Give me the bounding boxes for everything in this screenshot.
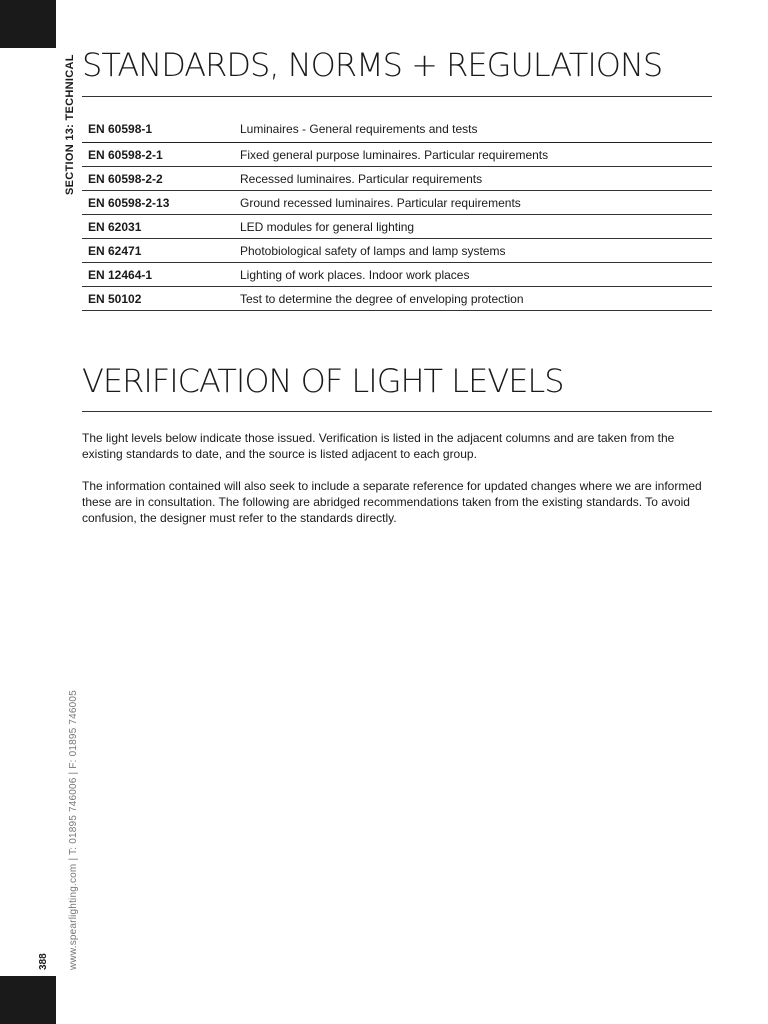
standards-table — [82, 116, 712, 311]
table-row — [82, 239, 712, 263]
standard-description: Fixed general purpose luminaires. Particular requirements — [234, 143, 712, 167]
page-number: 388 — [38, 953, 49, 970]
corner-block-top — [0, 0, 56, 48]
standard-description: Recessed luminaires. Particular requirements — [234, 167, 712, 191]
standard-description: Test to determine the degree of enveloping protection — [234, 287, 712, 311]
standard-description: Luminaires - General requirements and tests — [234, 116, 712, 143]
table-row — [82, 215, 712, 239]
standard-description: Photobiological safety of lamps and lamp systems — [234, 239, 712, 263]
standard-description: Ground recessed luminaires. Particular requirements — [234, 191, 712, 215]
standard-code: EN 60598-2-2 — [82, 167, 234, 191]
standard-code: EN 60598-2-13 — [82, 191, 234, 215]
table-row — [82, 167, 712, 191]
body-paragraph: The information contained will also seek to include a separate reference for updated changes where we are informed these are in consultation. The following are abridged recommendations taken from the existing standards. To avoid confusion, the designer must refer to the standards directly. — [82, 479, 702, 525]
verification-heading: VERIFICATION OF LIGHT LEVELS — [82, 362, 564, 400]
standard-code: EN 60598-1 — [82, 116, 234, 143]
standards-heading: STANDARDS, NORMS + REGULATIONS — [82, 46, 663, 84]
verification-body — [82, 430, 712, 542]
standard-code: EN 60598-2-1 — [82, 143, 234, 167]
body-paragraph: The light levels below indicate those issued. Verification is listed in the adjacent columns and are taken from the existing standards to date, and the source is listed adjacent to each group. — [82, 431, 675, 461]
standard-code: EN 50102 — [82, 287, 234, 311]
standard-code: EN 12464-1 — [82, 263, 234, 287]
table-row — [82, 191, 712, 215]
standard-code: EN 62031 — [82, 215, 234, 239]
table-row — [82, 287, 712, 311]
heading-divider — [82, 411, 712, 412]
section-label: SECTION 13: TECHNICAL — [64, 54, 76, 195]
standard-description: Lighting of work places. Indoor work places — [234, 263, 712, 287]
corner-block-bottom — [0, 976, 56, 1024]
table-row — [82, 116, 712, 143]
table-row — [82, 263, 712, 287]
side-margin — [0, 0, 56, 1024]
contact-info: www.spearlighting.com | T: 01895 746006 | F: 01895 746005 — [68, 690, 79, 970]
heading-divider — [82, 96, 712, 97]
standard-description: LED modules for general lighting — [234, 215, 712, 239]
standard-code: EN 62471 — [82, 239, 234, 263]
table-row — [82, 143, 712, 167]
